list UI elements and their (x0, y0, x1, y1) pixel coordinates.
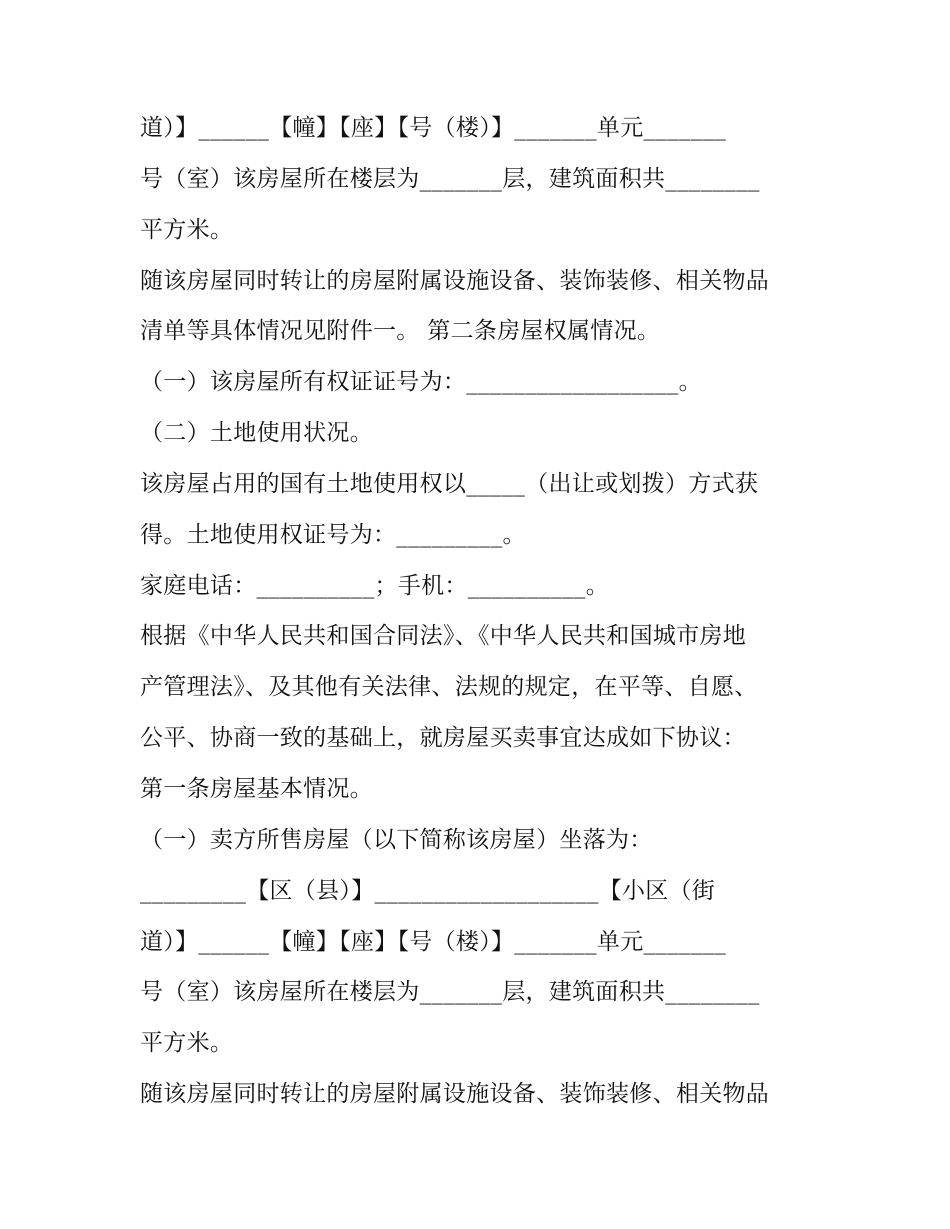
text-line: （一）卖方所售房屋（以下简称该房屋）坐落为： (140, 826, 653, 853)
text-line: 第一条房屋基本情况。 (140, 775, 373, 802)
text-line: 根据《中华人民共和国合同法》、《中华人民共和国城市房地 (140, 623, 747, 650)
text-line: _________【区（县）】___________________【小区（街 (140, 877, 716, 904)
text-line: 产管理法》、及其他有关法律、法规的规定，在平等、自愿、 (140, 674, 758, 701)
text-line: 随该房屋同时转让的房屋附属设施设备、装饰装修、相关物品 (140, 267, 770, 294)
text-line: （二）土地使用状况。 (140, 420, 373, 447)
text-line: 清单等具体情况见附件一。 第二条房屋权属情况。 (140, 318, 661, 345)
text-line: 平方米。 (140, 216, 234, 243)
text-line: 平方米。 (140, 1030, 234, 1057)
text-line: 号（室）该房屋所在楼层为_______层，建筑面积共________ (140, 165, 760, 192)
text-line: 随该房屋同时转让的房屋附属设施设备、装饰装修、相关物品 (140, 1081, 770, 1108)
text-line: （一）该房屋所有权证证号为：__________________。 (140, 369, 702, 396)
text-line: 该房屋占用的国有土地使用权以_____（出让或划拨）方式获 (140, 470, 759, 497)
text-line: 公平、协商一致的基础上，就房屋买卖事宜达成如下协议： (140, 725, 746, 752)
text-line: 号（室）该房屋所在楼层为_______层，建筑面积共________ (140, 979, 760, 1006)
text-line: 得。土地使用权证号为：_________。 (140, 521, 526, 548)
document-body (140, 103, 840, 1120)
text-line: 家庭电话：__________；手机：__________。 (140, 572, 609, 599)
text-line: 道）】______【幢】【座】【号（楼）】_______单元_______ (140, 115, 727, 141)
text-line: 道）】______【幢】【座】【号（楼）】_______单元_______ (140, 928, 727, 955)
